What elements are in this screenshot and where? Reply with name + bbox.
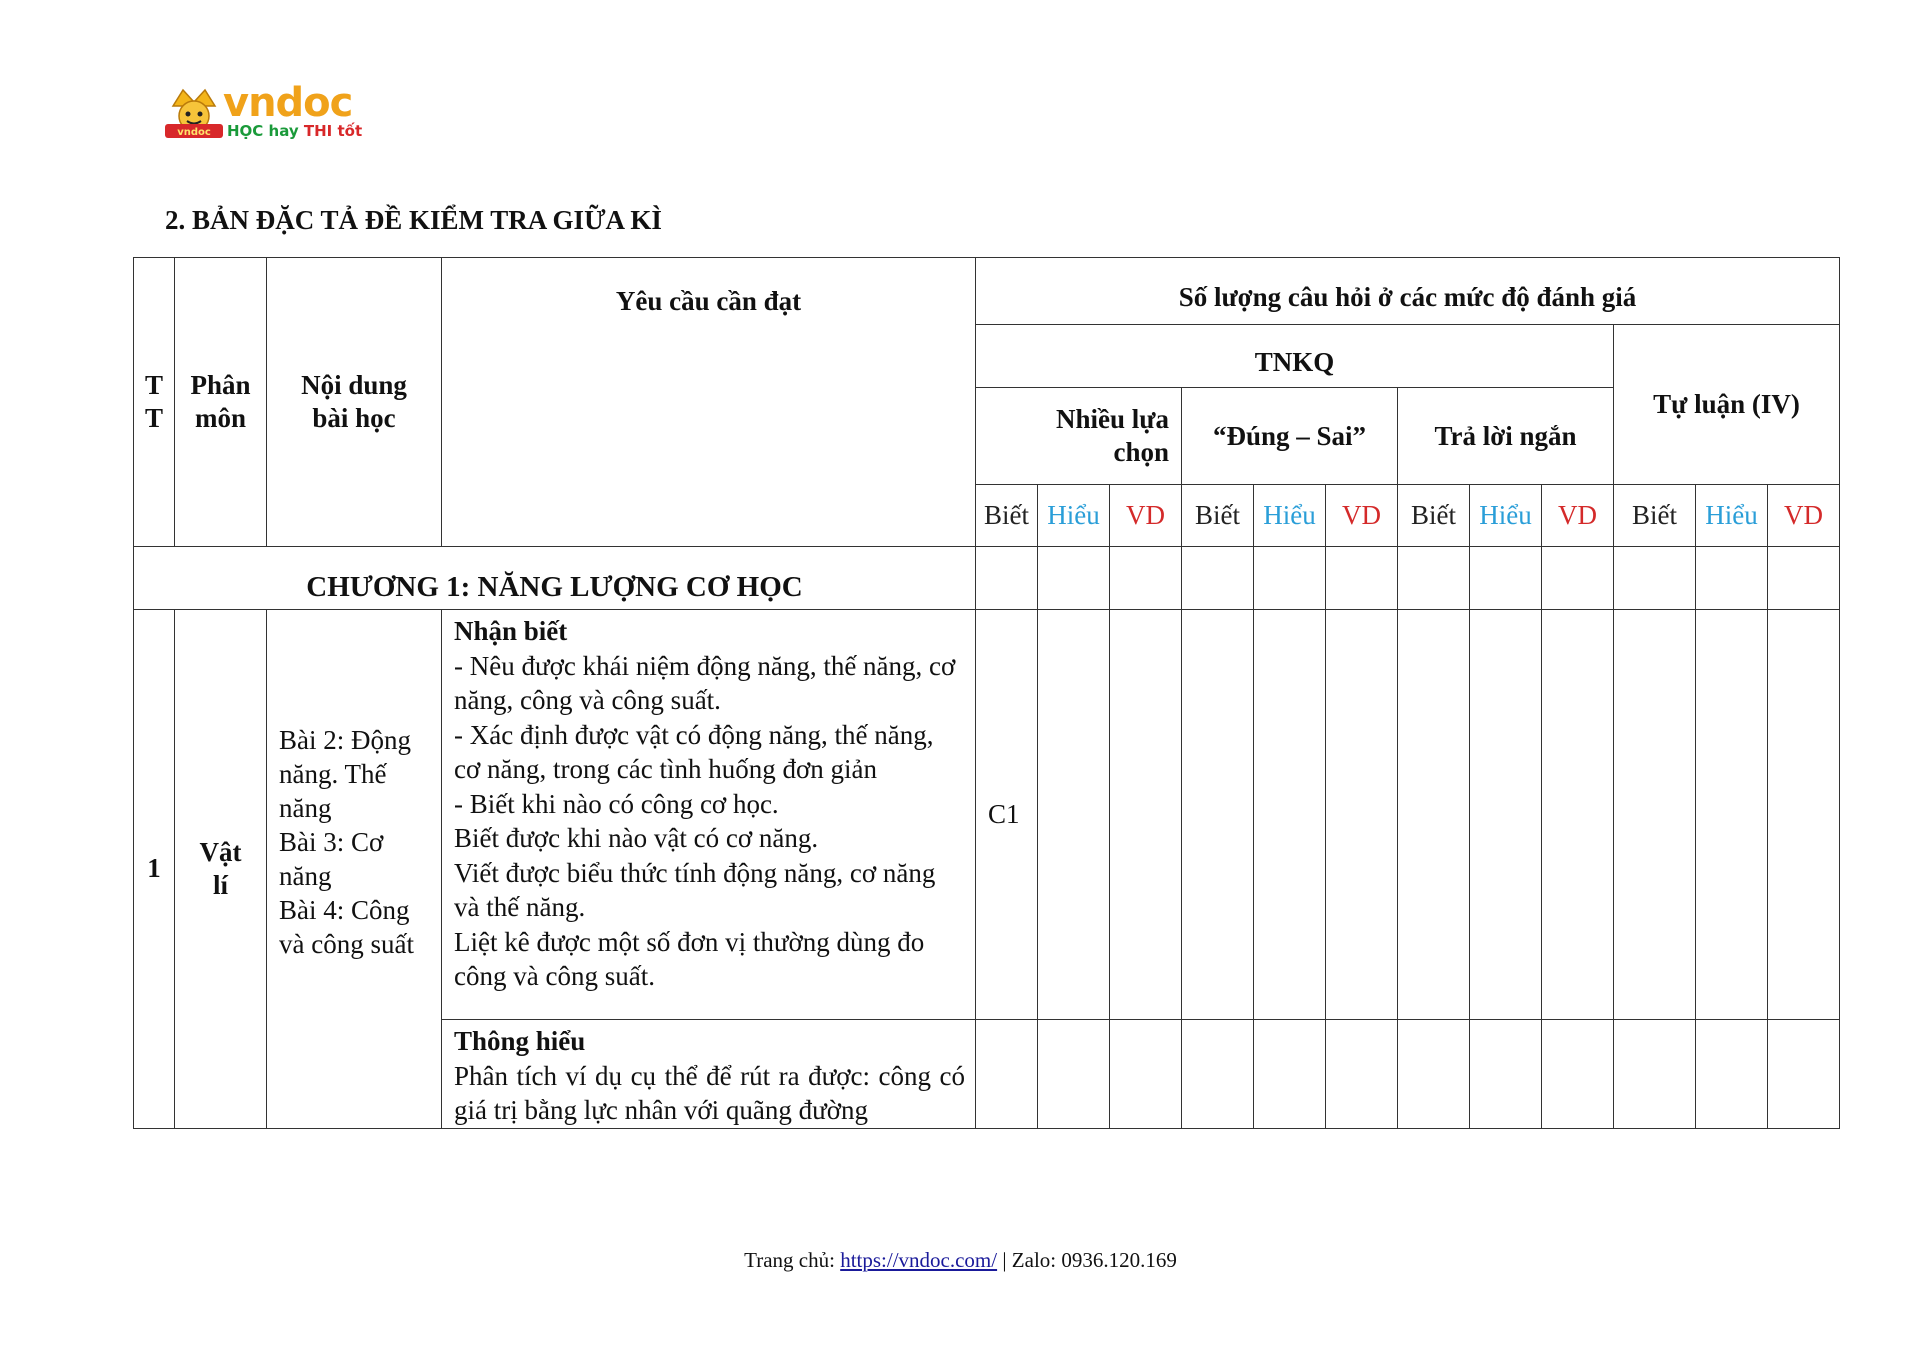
level-cell: VD xyxy=(1542,485,1614,547)
row-tt: 1 xyxy=(134,610,175,1129)
level-cell: Hiểu xyxy=(1470,485,1542,547)
level-cell: Hiểu xyxy=(1696,485,1768,547)
vndoc-logo xyxy=(163,80,363,150)
header-tt: T T xyxy=(134,258,175,547)
footer-prefix: Trang chủ: xyxy=(744,1248,841,1272)
header-dung-sai: “Đúng – Sai” xyxy=(1182,388,1398,485)
header-noi-dung: Nội dung bài học xyxy=(267,258,442,547)
nhan-biet-heading: Nhận biết xyxy=(454,616,568,646)
req-thong-hieu xyxy=(442,1020,976,1129)
req-line: Biết được khi nào vật có cơ năng. xyxy=(454,823,819,853)
header-phan-mon: Phân môn xyxy=(175,258,267,547)
vndoc-mascot-icon xyxy=(163,84,225,144)
page-footer xyxy=(0,1248,1921,1273)
level-cell: Biết xyxy=(976,485,1038,547)
req-line: - Nêu được khái niệm động năng, thế năng, cơ năng, công và công suất. xyxy=(454,650,956,715)
row-phan-mon: Vật lí xyxy=(175,610,267,1129)
header-tra-loi-ngan: Trả lời ngắn xyxy=(1398,388,1614,485)
footer-suffix: | Zalo: 0936.120.169 xyxy=(997,1248,1177,1272)
level-cell: Hiểu xyxy=(1038,485,1110,547)
level-cell: Hiểu xyxy=(1254,485,1326,547)
req-line: - Biết khi nào có công cơ học. xyxy=(454,788,779,819)
logo-brand: vndoc xyxy=(223,80,353,126)
level-cell: VD xyxy=(1768,485,1840,547)
logo-tagline: HỌC hay THI tốt xyxy=(227,122,363,140)
footer-link[interactable]: https://vndoc.com/ xyxy=(840,1248,998,1272)
req-line: Liệt kê được một số đơn vị thường dùng đo công và công suất. xyxy=(454,926,925,991)
header-tnkq: TNKQ xyxy=(976,325,1614,388)
header-yeu-cau: Yêu cầu cần đạt xyxy=(442,258,976,547)
req-line: Viết được biểu thức tính động năng, cơ năng và thế năng. xyxy=(454,857,936,922)
level-cell: Biết xyxy=(1398,485,1470,547)
thong-hieu-heading: Thông hiểu xyxy=(454,1026,586,1056)
header-nhieu-lua-chon: Nhiều lựa chọn xyxy=(976,388,1182,485)
level-cell: Biết xyxy=(1182,485,1254,547)
noi-dung-item: Bài 2: Động năng. Thế năng xyxy=(279,725,411,823)
req-line: Phân tích ví dụ cụ thể để rút ra được: công có giá trị bằng lực nhân với quãng đường xyxy=(454,1060,965,1125)
row-noi-dung xyxy=(267,610,442,1129)
req-nhan-biet xyxy=(442,610,976,1020)
level-cell: Biết xyxy=(1614,485,1696,547)
spec-table xyxy=(133,257,1840,1129)
question-code: C1 xyxy=(976,610,1038,1020)
req-line: - Xác định được vật có động năng, thế năng, cơ năng, trong các tình huống đơn giản xyxy=(454,719,934,784)
page-title: 2. BẢN ĐẶC TẢ ĐỀ KIỂM TRA GIỮA KÌ xyxy=(165,205,662,235)
chapter-heading: CHƯƠNG 1: NĂNG LƯỢNG CƠ HỌC xyxy=(134,547,976,610)
noi-dung-item: Bài 3: Cơ năng xyxy=(279,827,384,891)
header-tu-luan: Tự luận (IV) xyxy=(1614,325,1840,485)
logo-badge-text: vndoc xyxy=(177,127,211,138)
level-cell: VD xyxy=(1110,485,1182,547)
header-so-luong: Số lượng câu hỏi ở các mức độ đánh giá xyxy=(976,258,1840,325)
noi-dung-item: Bài 4: Công và công suất xyxy=(279,895,414,959)
level-cell: VD xyxy=(1326,485,1398,547)
